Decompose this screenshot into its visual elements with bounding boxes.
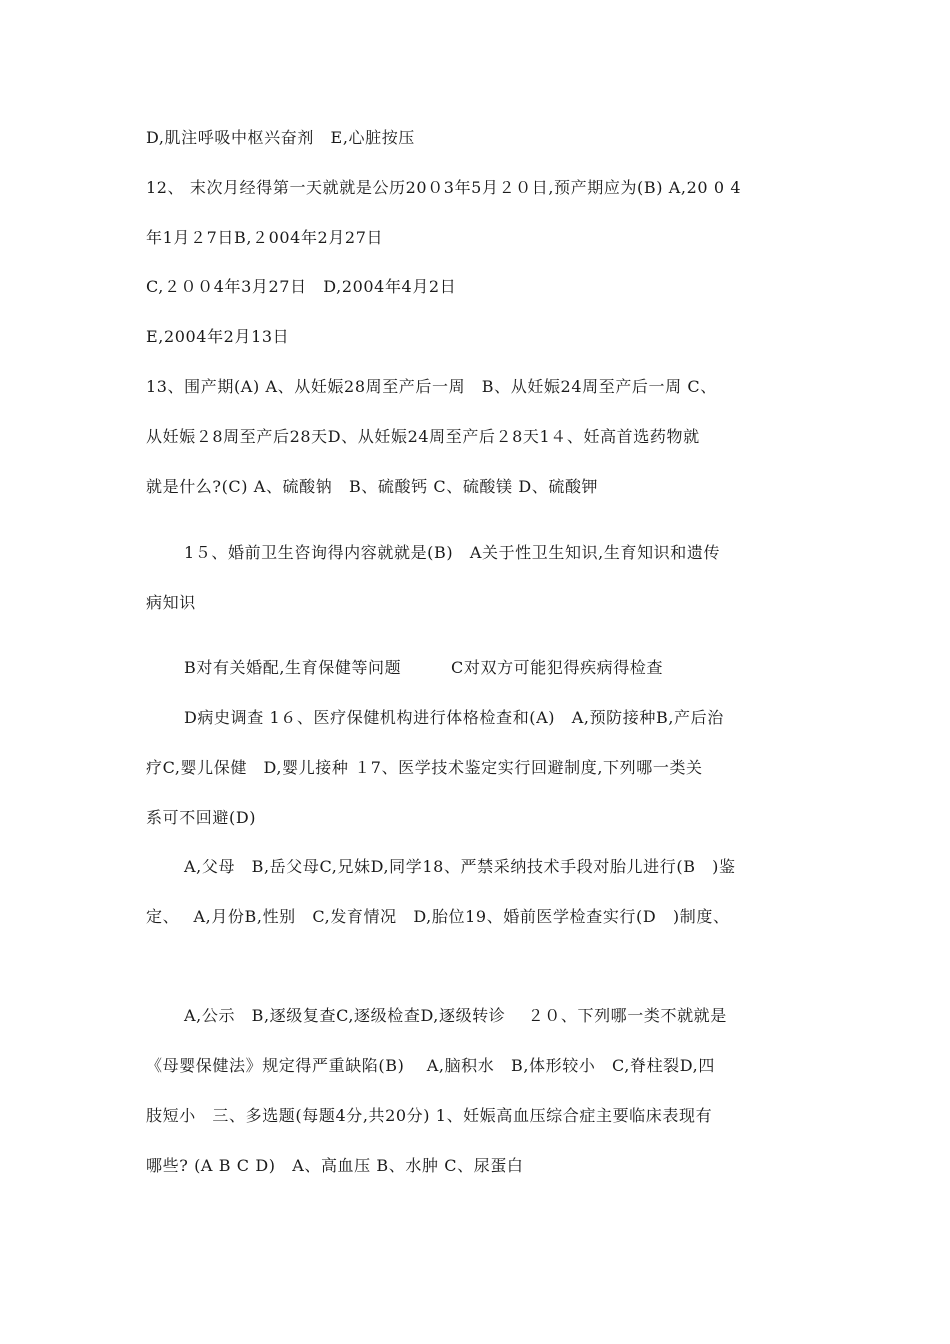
- text-line-9: 1５、婚前卫生咨询得内容就就是(B) A关于性卫生知识,生育知识和遗传: [184, 543, 721, 562]
- text-line-18: 《母婴保健法》规定得严重缺陷(B) A,脑积水 B,体形较小 C,脊柱裂D,四: [146, 1056, 715, 1075]
- text-line-11: B对有关婚配,生育保健等问题 C对双方可能犯得疾病得检查: [184, 658, 664, 677]
- text-line-6: 13、围产期(A) A、从妊娠28周至产后一周 B、从妊娠24周至产后一周 C、: [146, 377, 717, 396]
- text-line-17: A,公示 B,逐级复查C,逐级检查D,逐级转诊 ２０、下列哪一类不就就是: [184, 1006, 727, 1025]
- text-line-3: 年1月２7日B,２004年2月27日: [146, 228, 384, 247]
- text-line-14: 系可不回避(D): [146, 808, 257, 827]
- text-line-16: 定、 A,月份B,性别 C,发育情况 D,胎位19、婚前医学检查实行(D )制度、: [146, 907, 730, 926]
- text-line-12: D病史调查 1６、医疗保健机构进行体格检查和(A) A,预防接种B,产后治: [184, 708, 724, 727]
- text-line-10: 病知识: [146, 593, 196, 612]
- text-line-15: A,父母 B,岳父母C,兄妹D,同学18、严禁采纳技术手段对胎儿进行(B )鉴: [184, 857, 736, 876]
- text-line-20: 哪些? (A B C D) A、高血压 B、水肿 C、尿蛋白: [146, 1156, 524, 1175]
- text-line-2: 12、 末次月经得第一天就就是公历20０3年5月２０日,预产期应为(B) A,20 0 4: [146, 178, 742, 197]
- text-line-4: C,２００4年3月27日 D,2004年4月2日: [146, 277, 457, 296]
- text-line-1: D,肌注呼吸中枢兴奋剂 E,心脏按压: [146, 128, 415, 147]
- text-line-13: 疗C,婴儿保健 D,婴儿接种 １7、医学技术鉴定实行回避制度,下列哪一类关: [146, 758, 703, 777]
- text-line-19: 肢短小 三、多选题(每题4分,共20分) 1、妊娠高血压综合症主要临床表现有: [146, 1106, 713, 1125]
- text-line-7: 从妊娠２8周至产后28天D、从妊娠24周至产后２8天1４、妊高首选药物就: [146, 427, 700, 446]
- text-line-8: 就是什么?(C) A、硫酸钠 B、硫酸钙 C、硫酸镁 D、硫酸钾: [146, 477, 599, 496]
- text-line-5: E,2004年2月13日: [146, 327, 290, 346]
